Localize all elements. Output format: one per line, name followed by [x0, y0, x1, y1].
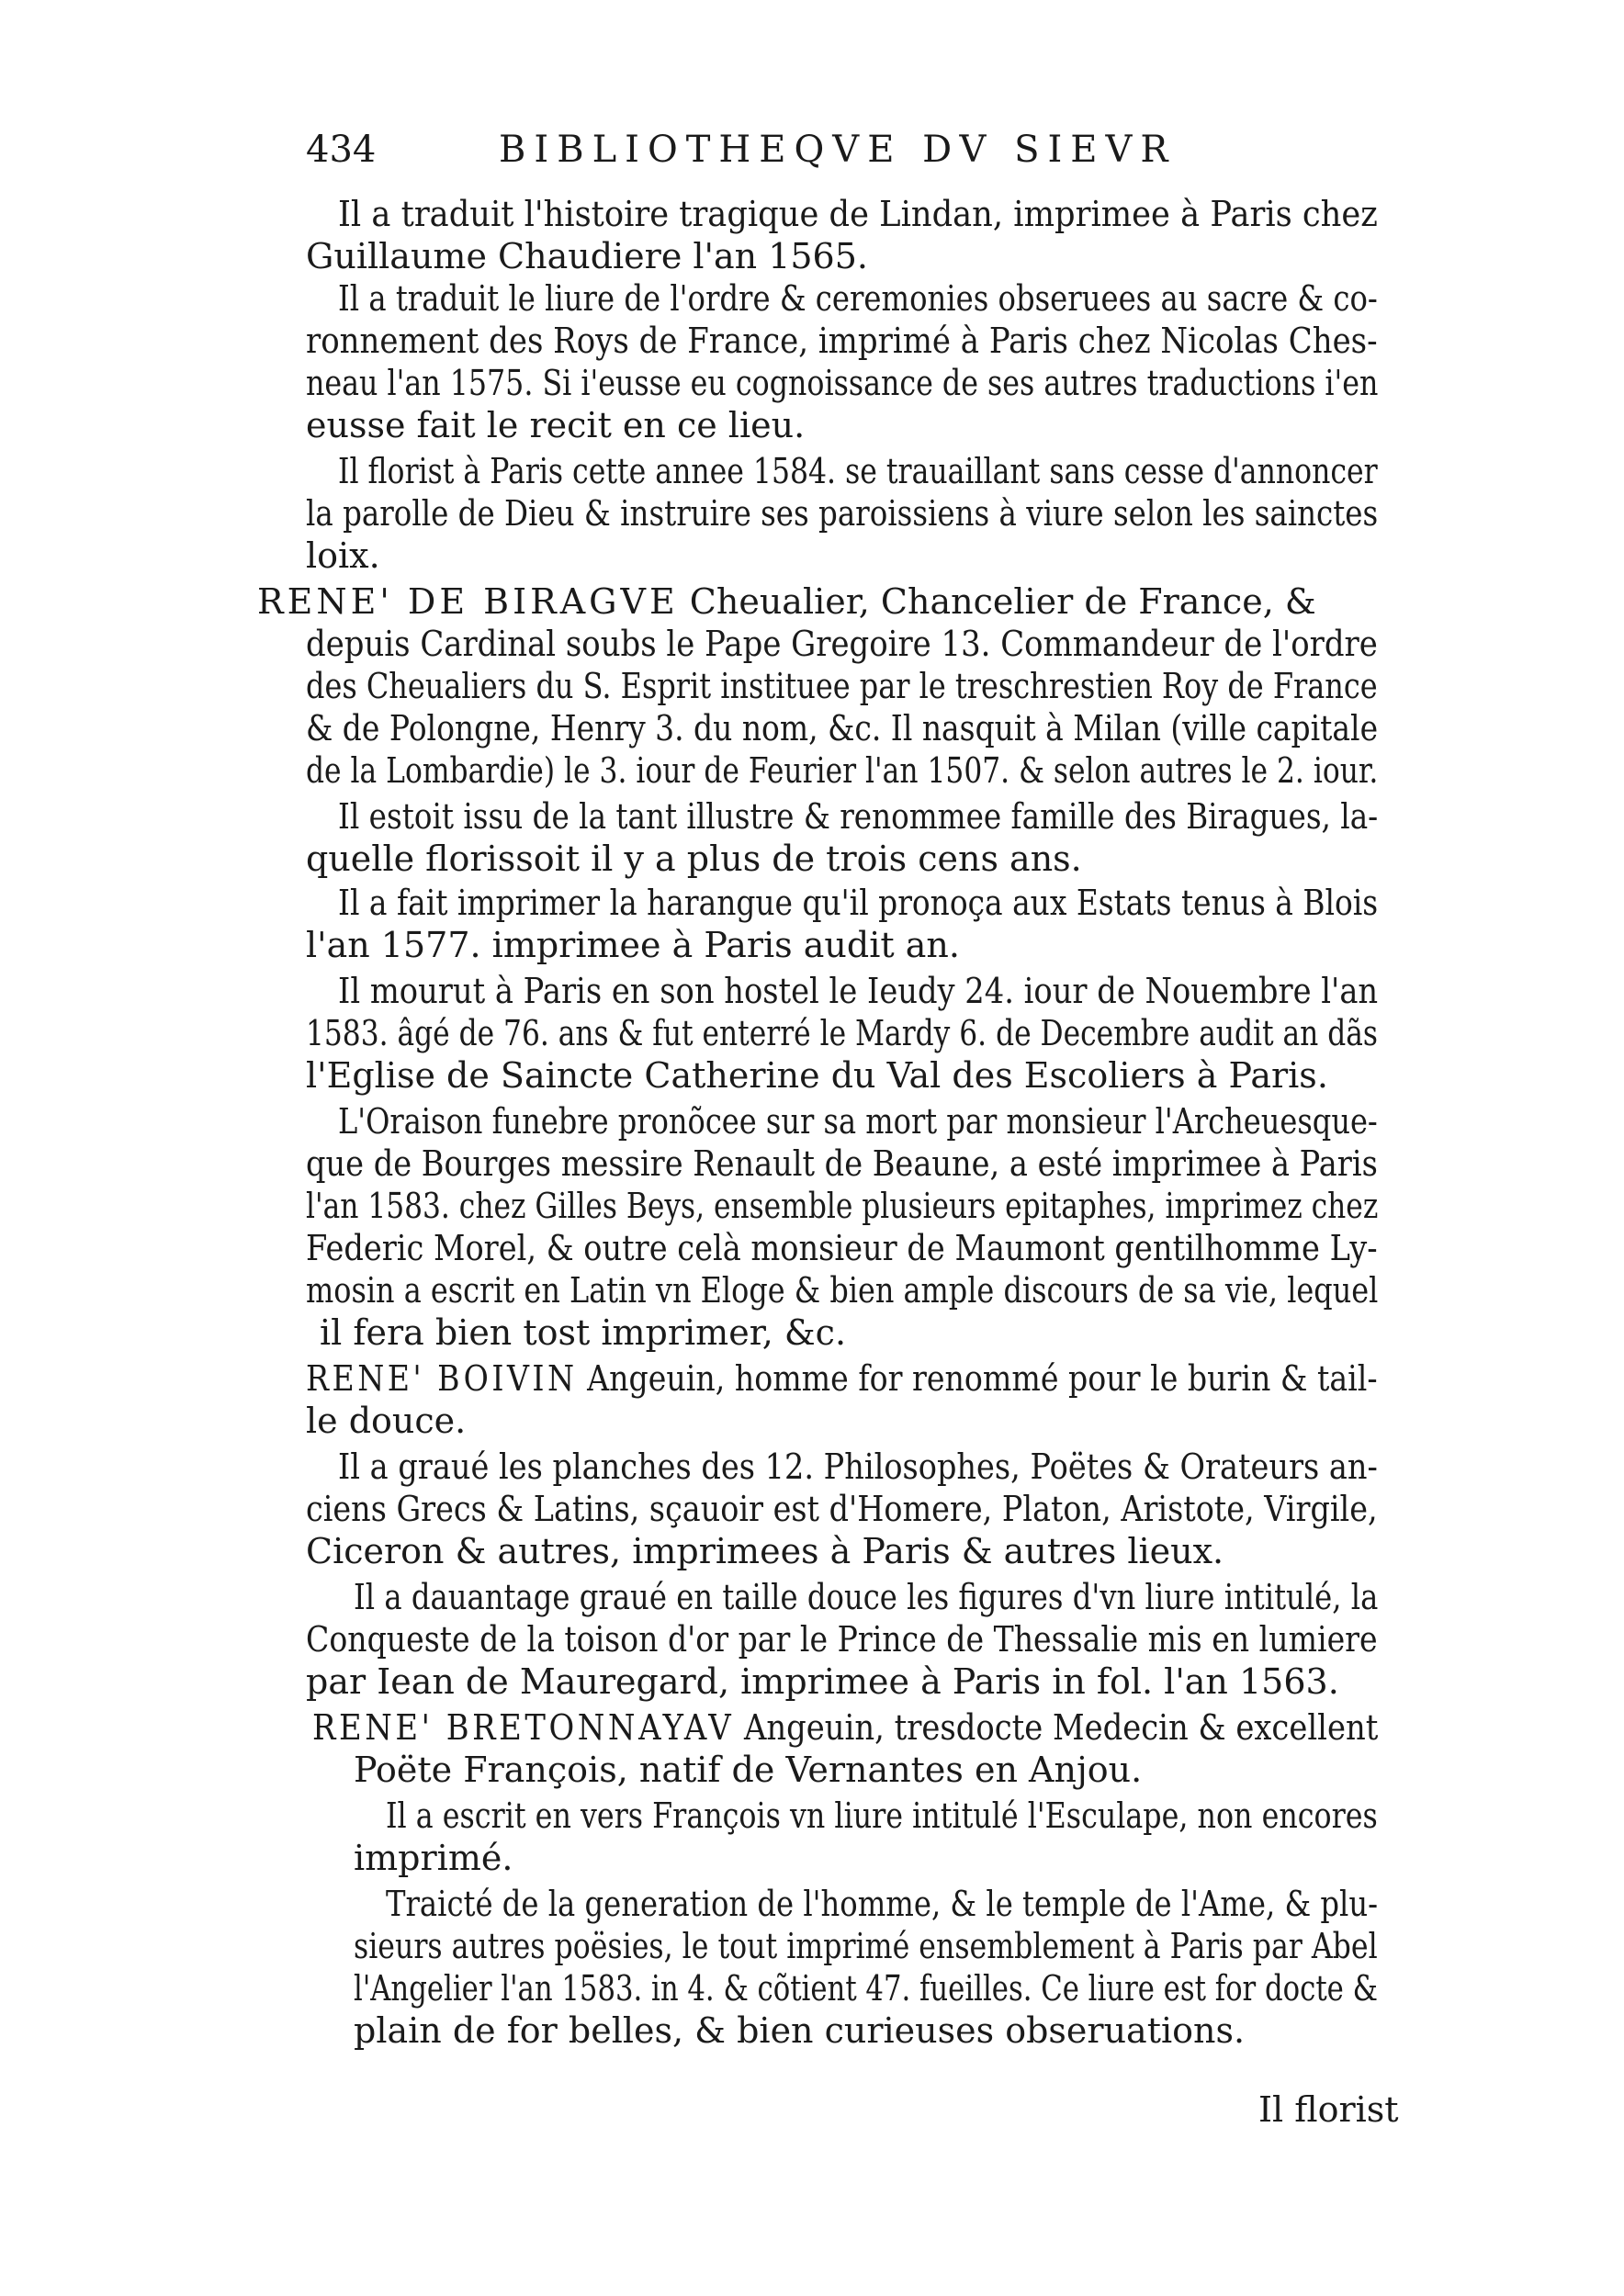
- entry-heading-line: [257, 580, 1316, 623]
- text-line: & de Polongne, Henry 3. du nom, &c. Il nasquit à Milan (ville capitale: [306, 708, 1379, 748]
- text-line: l'Eglise de Saincte Catherine du Val des Escoliers à Paris.: [306, 1055, 1328, 1096]
- text-line: Il a traduit le liure de l'ordre & ceremonies obseruees au sacre & co-: [338, 278, 1378, 319]
- entry-name: RENE' DE BIRAGVE: [257, 581, 679, 622]
- text-line: l'Angelier l'an 1583. in 4. & cõtient 47. fueilles. Ce liure est for docte &: [354, 1968, 1378, 2009]
- text-line: Il estoit issu de la tant illustre & renommee famille des Biragues, la-: [338, 796, 1379, 837]
- text-line: Guillaume Chaudiere l'an 1565.: [306, 236, 868, 276]
- text-line: 1583. âgé de 76. ans & fut enterré le Mardy 6. de Decembre audit an dãs: [306, 1013, 1378, 1053]
- text-line: Il a traduit l'histoire tragique de Lindan, imprimee à Paris chez: [338, 194, 1378, 234]
- text-line: il fera bien tost imprimer, &c.: [320, 1312, 847, 1353]
- text-line: Ciceron & autres, imprimees à Paris & autres lieux.: [306, 1531, 1224, 1571]
- text-line: de la Lombardie) le 3. iour de Feurier l'an 1507. & selon autres le 2. iour.: [306, 750, 1379, 791]
- text-line: Federic Morel, & outre celà monsieur de Maumont gentilhomme Ly-: [306, 1228, 1378, 1268]
- text-line: Il florist à Paris cette annee 1584. se trauaillant sans cesse d'annoncer: [338, 451, 1378, 491]
- entry-name: RENE' BRETONNAYAV: [312, 1707, 735, 1748]
- text-line: Il a graué les planches des 12. Philosophes, Poëtes & Orateurs an-: [338, 1446, 1378, 1487]
- text-line: loix.: [306, 535, 380, 576]
- text-line: des Cheualiers du S. Esprit instituee par le treschrestien Roy de France: [306, 666, 1378, 706]
- text-line: L'Oraison funebre pronõcee sur sa mort par monsieur l'Archeuesque-: [338, 1101, 1378, 1142]
- text-line: plain de for belles, & bien curieuses obseruations.: [354, 2010, 1246, 2051]
- text-line: imprimé.: [354, 1838, 513, 1878]
- text-line: sieurs autres poësies, le tout imprimé ensemblement à Paris par Abel: [354, 1926, 1378, 1966]
- text-line: Il mourut à Paris en son hostel le Ieudy 24. iour de Nouembre l'an: [338, 971, 1379, 1011]
- text-line: quelle florissoit il y a plus de trois cens ans.: [306, 838, 1082, 879]
- entry-heading-line: [312, 1706, 1378, 1749]
- text-line: que de Bourges messire Renault de Beaune, a esté imprimee à Paris: [306, 1143, 1378, 1184]
- text-line: Conqueste de la toison d'or par le Prince de Thessalie mis en lumiere: [306, 1619, 1378, 1660]
- text-line: Angeuin, tresdocte Medecin & excellent: [743, 1707, 1379, 1748]
- running-title: BIBLIOTHEQVE DV SIEVR: [499, 129, 1177, 171]
- text-line: la parolle de Dieu & instruire ses paroissiens à viure selon les sainctes: [306, 493, 1379, 534]
- page-number: 434: [306, 129, 377, 171]
- text-line: l'an 1583. chez Gilles Beys, ensemble plusieurs epitaphes, imprimez chez: [306, 1186, 1379, 1226]
- text-line: eusse fait le recit en ce lieu.: [306, 405, 806, 445]
- text-line: neau l'an 1575. Si i'eusse eu cognoissance de ses autres traductions i'en: [306, 363, 1379, 403]
- text-line: Il a fait imprimer la harangue qu'il pronoça aux Estats tenus à Blois: [338, 883, 1379, 923]
- text-line: Poëte François, natif de Vernantes en Anjou.: [354, 1750, 1143, 1790]
- text-line: le douce.: [306, 1401, 467, 1441]
- text-line: mosin a escrit en Latin vn Eloge & bien ample discours de sa vie, lequel: [306, 1270, 1379, 1311]
- text-line: Traicté de la generation de l'homme, & le temple de l'Ame, & plu-: [386, 1884, 1379, 1924]
- text-line: ronnement des Roys de France, imprimé à Paris chez Nicolas Ches-: [306, 321, 1378, 361]
- text-line: ciens Grecs & Latins, sçauoir est d'Homere, Platon, Aristote, Virgile,: [306, 1489, 1378, 1529]
- text-line: Il a dauantage graué en taille douce les figures d'vn liure intitulé, la: [354, 1577, 1379, 1617]
- text-line: Angeuin, homme for renommé pour le burin & tail-: [587, 1358, 1378, 1399]
- entry-heading-line: [306, 1357, 1378, 1400]
- text-line: Cheualier, Chancelier de France, &: [689, 581, 1316, 622]
- catchword: Il florist: [1258, 2089, 1399, 2130]
- text-line: l'an 1577. imprimee à Paris audit an.: [306, 925, 960, 965]
- text-line: Il a escrit en vers François vn liure intitulé l'Esculape, non encores: [386, 1795, 1378, 1836]
- entry-name: RENE' BOIVIN: [306, 1358, 578, 1399]
- text-line: depuis Cardinal soubs le Pape Gregoire 13. Commandeur de l'ordre: [306, 624, 1378, 664]
- text-line: par Iean de Mauregard, imprimee à Paris in fol. l'an 1563.: [306, 1661, 1339, 1702]
